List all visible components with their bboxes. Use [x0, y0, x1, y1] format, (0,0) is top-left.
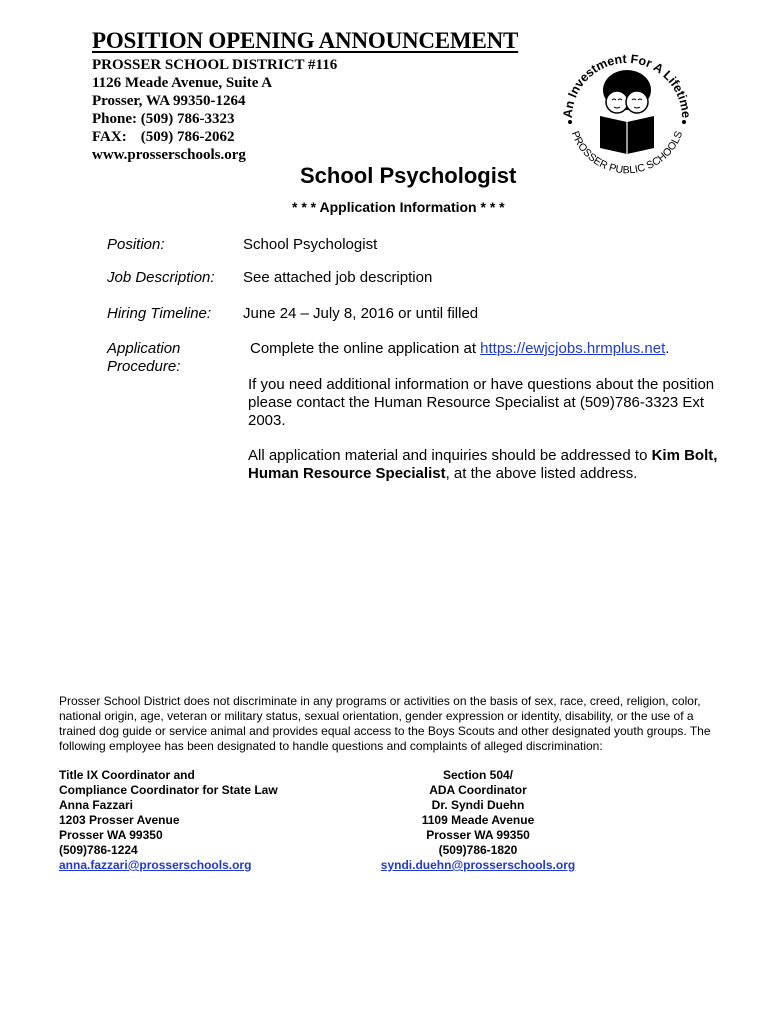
application-procedure-label: [107, 340, 180, 376]
title-ix-coordinator-contact: [59, 768, 278, 873]
address-text-post: , at the above listed address.: [445, 465, 638, 482]
nondiscrimination-statement: Prosser School District does not discriminate in any programs or activities on the basis of sex, race, creed, religion, color, national origin, age, veteran or military status, sexual orientation, gender expression or identity, disability, or the use of a trained dog guide or service animal and provides equal access to the Boys Scouts and other designated youth groups. The following employee has been designated to handle questions and complaints of alleged discrimination:: [59, 694, 711, 753]
hiring-timeline-label: Hiring Timeline:: [107, 305, 212, 322]
right-street: 1109 Meade Avenue: [421, 813, 535, 827]
logo-arc-top-text: An Investment For A Lifetime: [560, 51, 694, 119]
district-website[interactable]: www.prosserschools.org: [92, 147, 246, 163]
right-title2: ADA Coordinator: [429, 783, 527, 797]
hr-specialist-name: Kim Bolt, Human Resource Specialist: [248, 447, 718, 482]
application-link[interactable]: https://ewjcjobs.hrmplus.net: [480, 340, 666, 357]
district-phone: Phone: (509) 786-3323: [92, 111, 235, 127]
application-text-pre: Complete the online application at: [250, 340, 481, 357]
position-label: Position:: [107, 236, 165, 253]
ada-coordinator-contact: [376, 768, 580, 873]
district-name: PROSSER SCHOOL DISTRICT #116: [92, 57, 338, 73]
address-paragraph: [248, 447, 738, 483]
right-title1: Section 504/: [442, 768, 514, 782]
application-info-heading: * * * Application Information * * *: [292, 199, 505, 215]
announcement-heading: POSITION OPENING ANNOUNCEMENT: [92, 28, 519, 53]
contact-paragraph: If you need additional information or have questions about the position please contact the Human Resource Specialist at (509)786-3323 Ext 2003.: [248, 376, 715, 429]
fax-number: (509) 786-2062: [140, 129, 235, 145]
left-phone: (509)786-1224: [59, 843, 138, 857]
district-city: Prosser, WA 99350-1264: [92, 93, 246, 109]
logo-arc-bottom-text: PROSSER PUBLIC SCHOOLS: [568, 129, 686, 177]
right-name: Dr. Syndi Duehn: [431, 798, 525, 812]
hiring-timeline-value: June 24 – July 8, 2016 or until filled: [243, 305, 479, 322]
job-description-label: Job Description:: [107, 269, 215, 286]
left-name: Anna Fazzari: [59, 798, 134, 812]
district-fax: [92, 128, 337, 146]
left-email-link[interactable]: anna.fazzari@prosserschools.org: [59, 858, 252, 872]
left-title2: Compliance Coordinator for State Law: [59, 783, 278, 797]
job-description-value: See attached job description: [243, 269, 433, 286]
application-label-line2: Procedure:: [107, 358, 181, 375]
position-value: School Psychologist: [243, 236, 378, 253]
right-phone: (509)786-1820: [438, 843, 518, 857]
district-logo: [552, 40, 702, 190]
application-text-post: .: [665, 340, 670, 357]
job-title: School Psychologist: [300, 163, 517, 188]
fax-label: FAX:: [92, 129, 127, 145]
district-contact-block: [92, 56, 337, 164]
left-city: Prosser WA 99350: [59, 828, 163, 842]
district-address: 1126 Meade Avenue, Suite A: [92, 75, 273, 91]
address-text-pre: All application material and inquiries should be addressed to: [248, 447, 652, 464]
right-email-link[interactable]: syndi.duehn@prosserschools.org: [380, 858, 576, 872]
left-street: 1203 Prosser Avenue: [59, 813, 180, 827]
right-city: Prosser WA 99350: [426, 828, 530, 842]
reading-children-icon: [600, 70, 654, 154]
left-title1: Title IX Coordinator and: [59, 768, 195, 782]
application-label-line1: Application: [107, 340, 181, 357]
application-instruction: [250, 340, 740, 358]
